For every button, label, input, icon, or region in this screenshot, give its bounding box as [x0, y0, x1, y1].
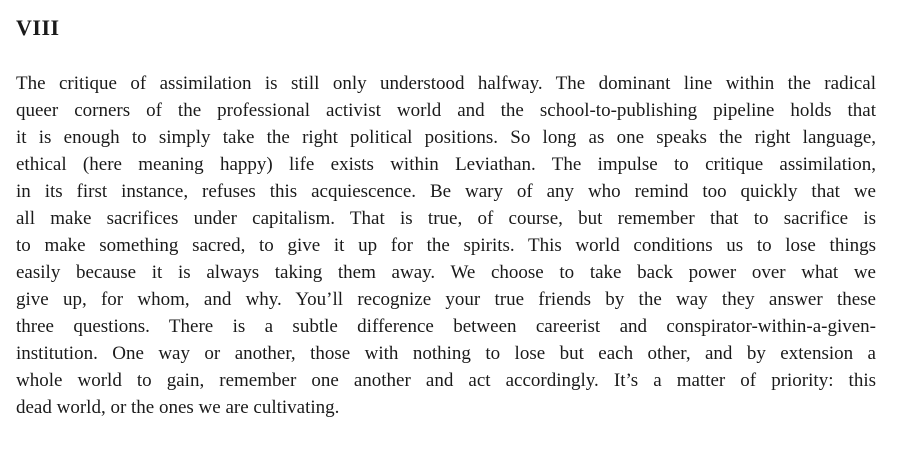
paragraph-line: to make something sacred, to give it up for the spirits. This world conditions us to lose things	[16, 235, 876, 256]
paragraph-line: whole world to gain, remember one another and act accordingly. It’s a matter of priority: this	[16, 370, 876, 391]
paragraph-line: give up, for whom, and why. You’ll recognize your true friends by the way they answer these	[16, 289, 876, 310]
paragraph-line: queer corners of the professional activist world and the school-to-publishing pipeline holds that	[16, 100, 876, 121]
document-page	[16, 14, 876, 418]
section-heading: VIII	[16, 15, 60, 40]
paragraph-line: ethical (here meaning happy) life exists within Leviathan. The impulse to critique assimilation,	[16, 154, 876, 175]
paragraph-line: in its first instance, refuses this acquiescence. Be wary of any who remind too quickly that we	[16, 181, 876, 202]
paragraph-line: institution. One way or another, those with nothing to lose but each other, and by extension a	[16, 343, 876, 364]
paragraph-line: easily because it is always taking them away. We choose to take back power over what we	[16, 262, 876, 283]
body-paragraph	[16, 70, 876, 421]
paragraph-line: three questions. There is a subtle difference between careerist and conspirator-within-a-given-	[16, 316, 876, 337]
paragraph-line: all make sacrifices under capitalism. That is true, of course, but remember that to sacrifice is	[16, 208, 876, 229]
paragraph-line: it is enough to simply take the right political positions. So long as one speaks the right language,	[16, 127, 876, 148]
paragraph-line: The critique of assimilation is still only understood halfway. The dominant line within the radical	[16, 73, 876, 94]
paragraph-line: dead world, or the ones we are cultivating.	[16, 397, 340, 418]
